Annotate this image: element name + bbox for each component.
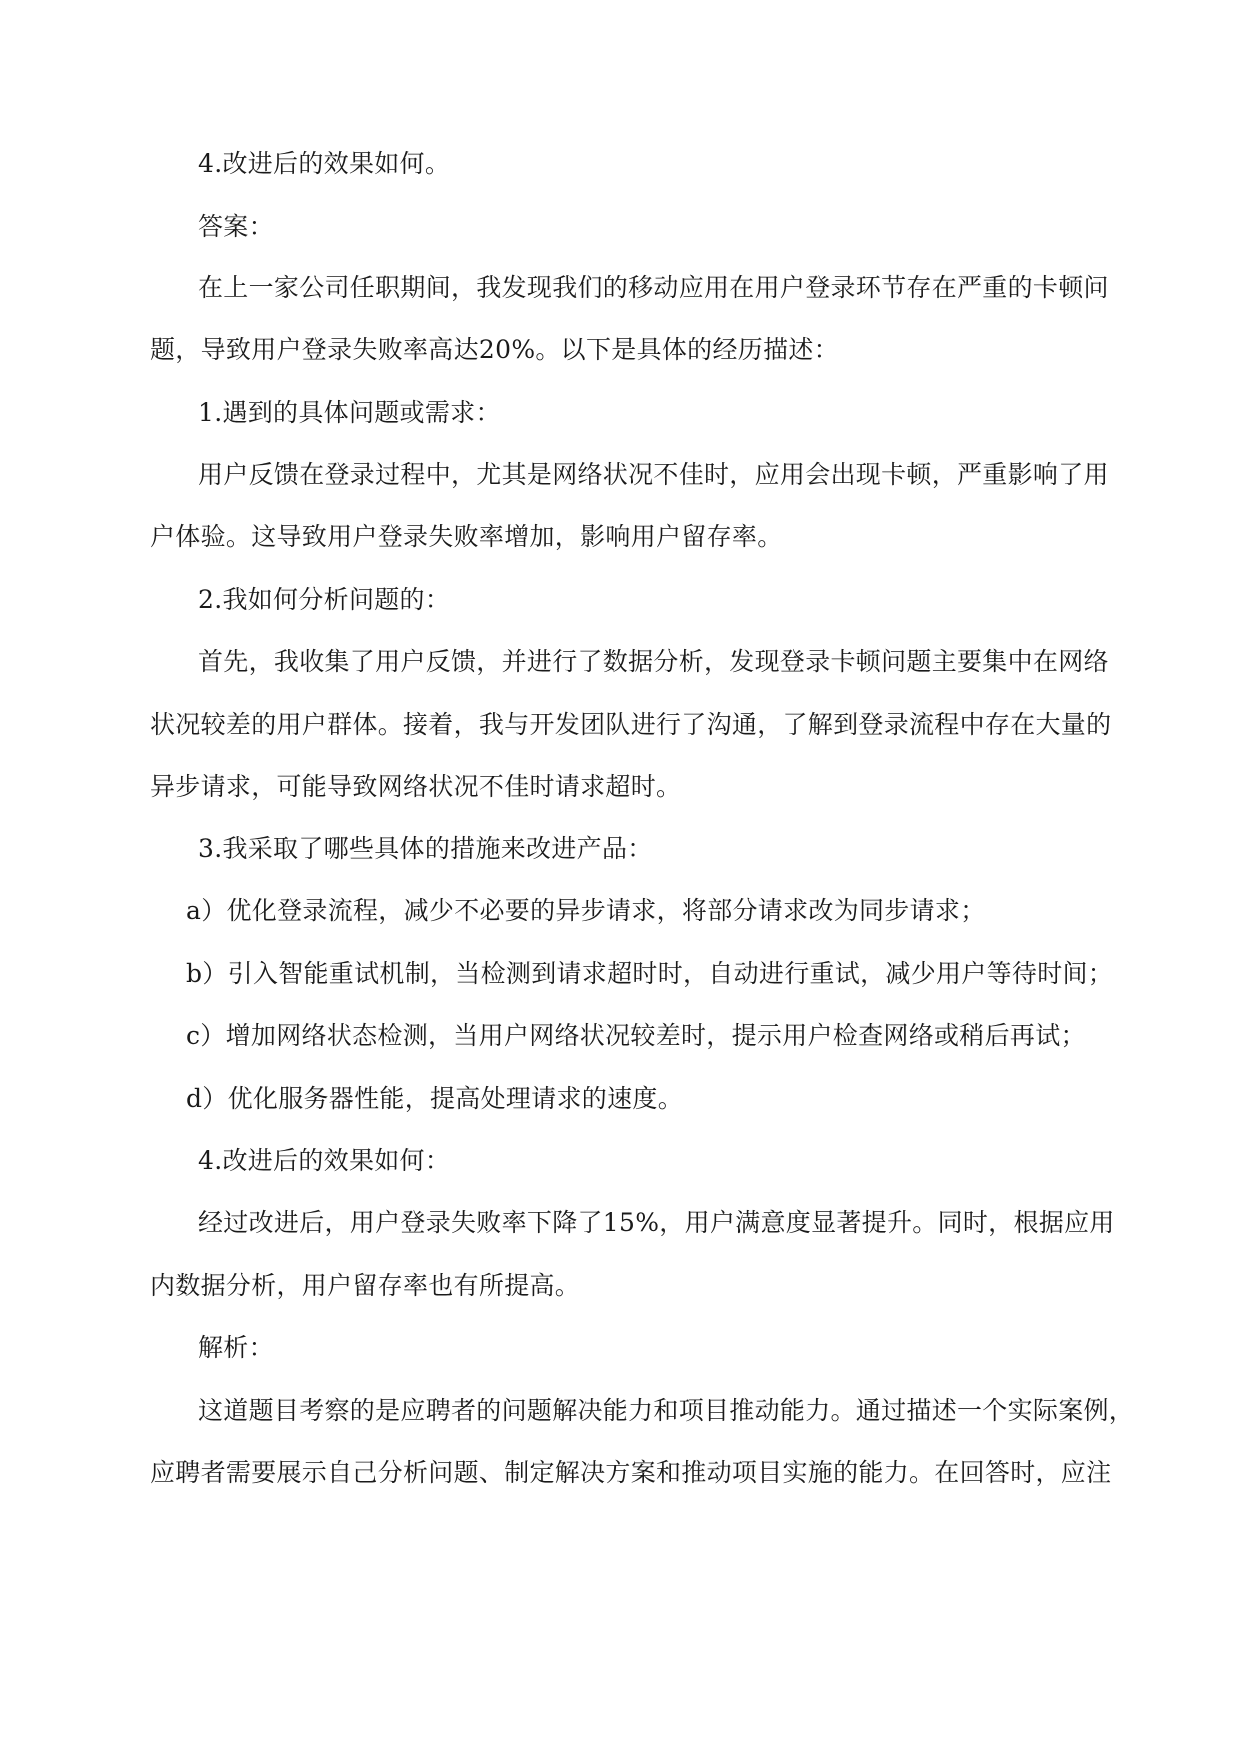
- list-item: d）优化服务器性能，提高处理请求的速度。: [186, 1084, 684, 1113]
- paragraph-line: 经过改进后，用户登录失败率下降了15%，用户满意度显著提升。同时，根据应用: [198, 1208, 1115, 1237]
- paragraph-line: 用户反馈在登录过程中，尤其是网络状况不佳时，应用会出现卡顿，严重影响了用: [198, 460, 1109, 489]
- section-heading: 4.改进后的效果如何：: [198, 1146, 451, 1175]
- list-item: c）增加网络状态检测，当用户网络状况较差时，提示用户检查网络或稍后再试；: [186, 1021, 1086, 1050]
- paragraph-line: 内数据分析，用户留存率也有所提高。: [150, 1271, 581, 1300]
- section-heading: 2.我如何分析问题的：: [198, 585, 451, 614]
- answer-label: 答案：: [198, 212, 274, 241]
- analysis-label: 解析：: [198, 1333, 274, 1362]
- paragraph-line: 在上一家公司任职期间，我发现我们的移动应用在用户登录环节存在严重的卡顿问: [198, 273, 1109, 302]
- paragraph-line: 户体验。这导致用户登录失败率增加，影响用户留存率。: [150, 522, 783, 551]
- paragraph-line: 这道题目考察的是应聘者的问题解决能力和项目推动能力。通过描述一个实际案例，: [198, 1396, 1135, 1425]
- paragraph-line: 状况较差的用户群体。接着，我与开发团队进行了沟通，了解到登录流程中存在大量的: [150, 710, 1112, 739]
- paragraph-line: 题，导致用户登录失败率高达20%。以下是具体的经历描述：: [150, 335, 839, 364]
- section-heading: 1.遇到的具体问题或需求：: [198, 398, 501, 427]
- section-heading: 3.我采取了哪些具体的措施来改进产品：: [198, 834, 653, 863]
- question-heading: 4.改进后的效果如何。: [198, 149, 451, 178]
- list-item: b）引入智能重试机制，当检测到请求超时时，自动进行重试，减少用户等待时间；: [186, 959, 1114, 988]
- paragraph-line: 首先，我收集了用户反馈，并进行了数据分析，发现登录卡顿问题主要集中在网络: [198, 647, 1109, 676]
- paragraph-line: 应聘者需要展示自己分析问题、制定解决方案和推动项目实施的能力。在回答时，应注: [150, 1458, 1112, 1487]
- list-item: a）优化登录流程，减少不必要的异步请求，将部分请求改为同步请求；: [186, 896, 986, 925]
- paragraph-line: 异步请求，可能导致网络状况不佳时请求超时。: [150, 772, 682, 801]
